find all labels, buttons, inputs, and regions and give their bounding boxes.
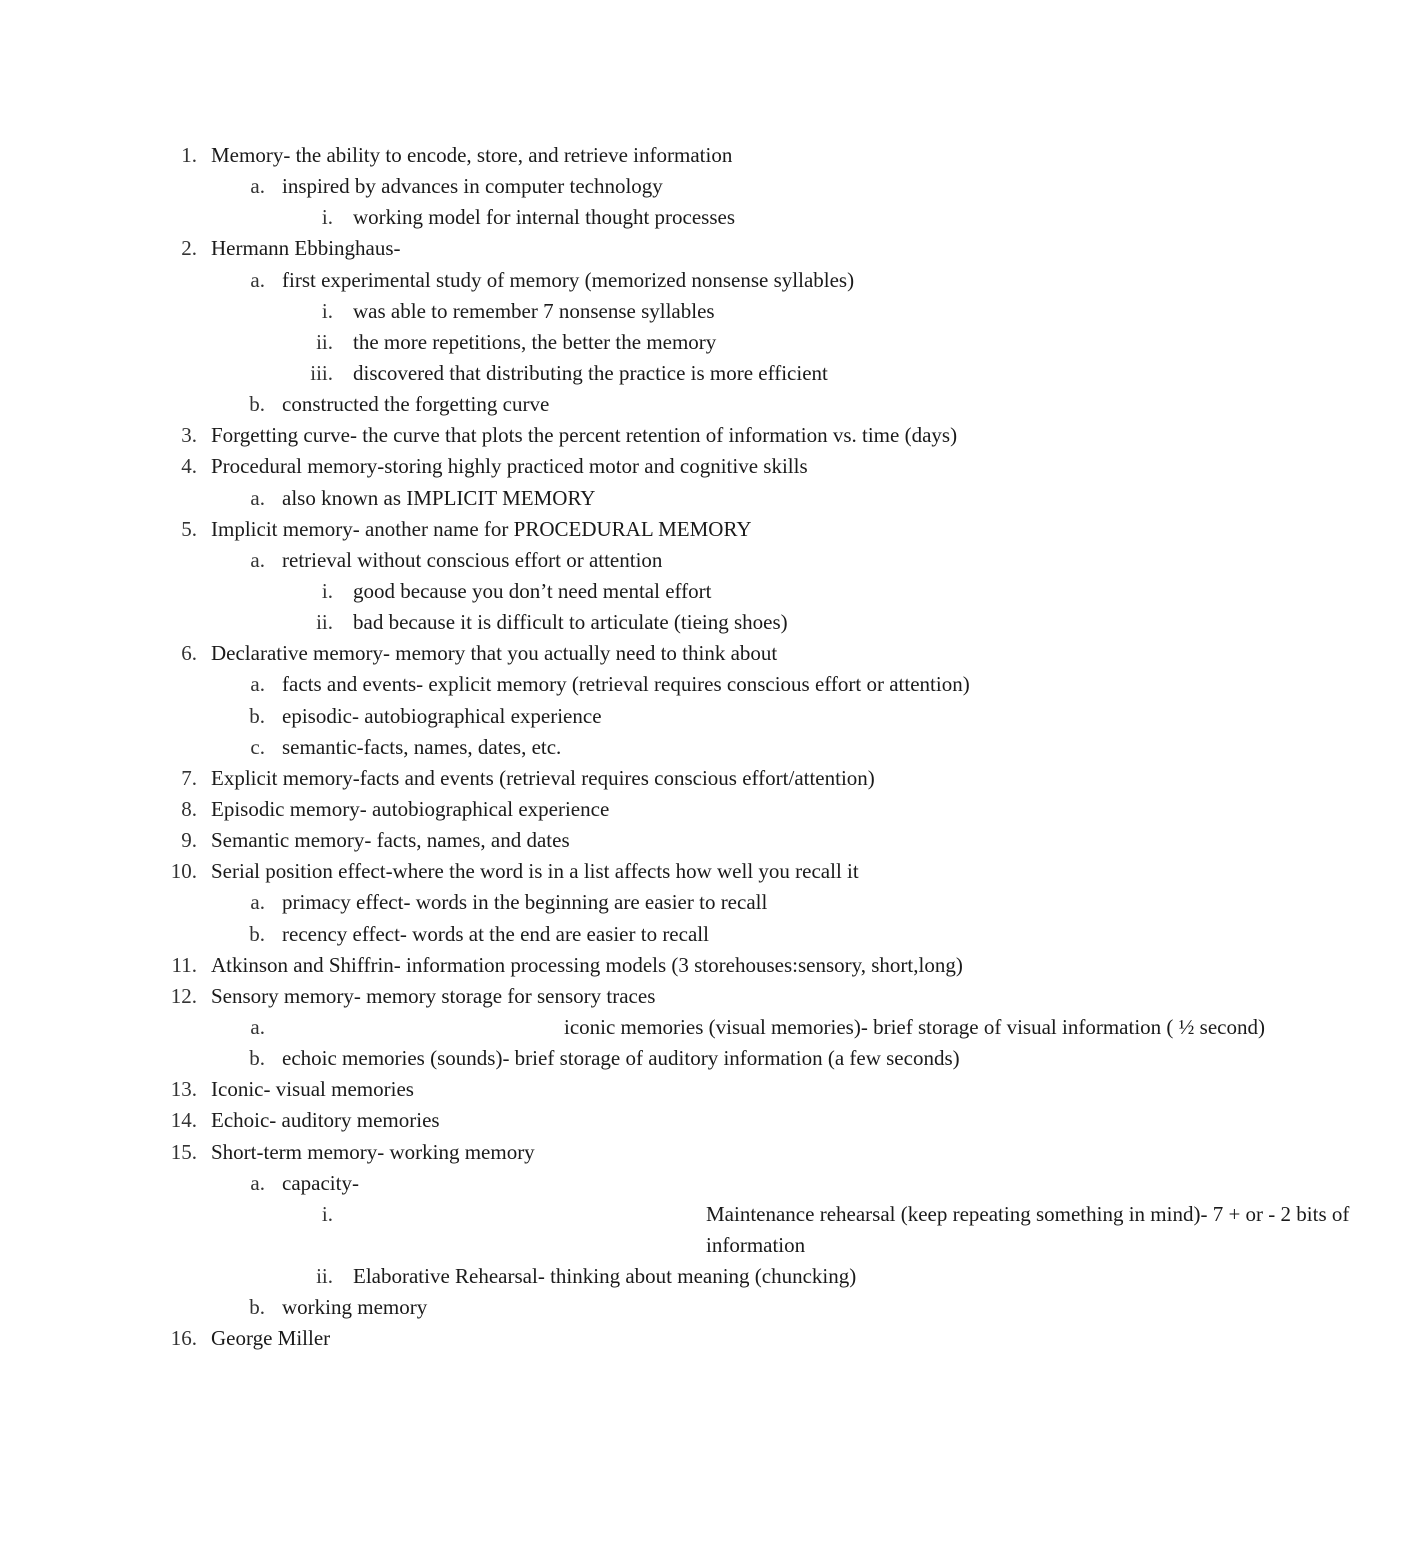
list-marker: ii. xyxy=(316,610,333,635)
outline-item xyxy=(0,763,1200,794)
list-marker: ii. xyxy=(316,1264,333,1289)
outline-item xyxy=(0,825,1200,856)
outline-item xyxy=(0,950,1200,981)
outline-item xyxy=(0,607,1200,638)
list-marker: a. xyxy=(250,1170,265,1195)
list-marker: a. xyxy=(250,890,265,915)
outline-item xyxy=(0,638,1200,669)
outline-item-text: was able to remember 7 nonsense syllables xyxy=(353,298,715,323)
outline-item xyxy=(0,794,1200,825)
outline-item-text: working memory xyxy=(282,1295,428,1320)
outline-item xyxy=(0,420,1200,451)
outline-item xyxy=(0,1105,1200,1136)
list-marker: 2. xyxy=(181,236,197,261)
list-marker: 12. xyxy=(170,983,197,1008)
outline-item-text: Hermann Ebbinghaus- xyxy=(211,236,401,261)
list-marker: c. xyxy=(250,734,265,759)
outline-item-text: good because you don’t need mental effort xyxy=(353,578,712,603)
outline-item xyxy=(0,1043,1200,1074)
outline-item xyxy=(0,1261,1200,1292)
list-marker: 6. xyxy=(181,641,197,666)
outline-item xyxy=(0,233,1200,264)
outline-item xyxy=(0,1323,1200,1354)
outline-item xyxy=(0,1012,1265,1043)
outline-item-text: bad because it is difficult to articulate (tieing shoes) xyxy=(353,610,788,635)
outline-item xyxy=(0,1137,1200,1168)
outline-item xyxy=(0,981,1200,1012)
outline-item xyxy=(0,732,1200,763)
outline-item-text: Memory- the ability to encode, store, and retrieve information xyxy=(211,143,733,167)
list-marker: 9. xyxy=(181,828,197,853)
outline-item xyxy=(0,919,1200,950)
outline-item-text: Implicit memory- another name for PROCEDURAL MEMORY xyxy=(211,516,752,541)
outline-item-text: retrieval without conscious effort or attention xyxy=(282,547,663,572)
outline-item-text: Sensory memory- memory storage for sensory traces xyxy=(211,983,656,1008)
outline-item-text: discovered that distributing the practice is more efficient xyxy=(353,360,828,385)
outline-item xyxy=(0,1074,1200,1105)
outline-item-text: George Miller xyxy=(211,1326,331,1351)
outline-item xyxy=(0,171,1200,202)
outline-item-text: constructed the forgetting curve xyxy=(282,392,550,417)
list-marker: iii. xyxy=(310,360,333,385)
outline-item-text: Short-term memory- working memory xyxy=(211,1139,535,1164)
outline-item-text: Elaborative Rehearsal- thinking about meaning (chuncking) xyxy=(353,1264,857,1289)
outline-item xyxy=(0,483,1200,514)
outline-item-text: Forgetting curve- the curve that plots the percent retention of information vs. time (days) xyxy=(211,423,958,448)
outline-item-text: Episodic memory- autobiographical experience xyxy=(211,796,610,821)
list-marker: 3. xyxy=(181,423,197,448)
list-marker: b. xyxy=(249,392,265,417)
outline-item-text: working model for internal thought processes xyxy=(353,205,735,230)
list-marker: 10. xyxy=(170,859,197,884)
outline-item-text: Iconic- visual memories xyxy=(211,1077,414,1102)
outline-item xyxy=(0,202,1200,233)
list-marker: 13. xyxy=(170,1077,197,1102)
list-marker: ii. xyxy=(316,329,333,354)
outline-item-text: primacy effect- words in the beginning are easier to recall xyxy=(282,890,768,915)
outline-item-text: Procedural memory-storing highly practiced motor and cognitive skills xyxy=(211,454,808,479)
outline-item-text: inspired by advances in computer technology xyxy=(282,174,663,199)
outline-item xyxy=(0,327,1200,358)
outline-item xyxy=(0,856,1200,887)
outline-item-text: also known as IMPLICIT MEMORY xyxy=(282,485,596,510)
outline-item-text: echoic memories (sounds)- brief storage of auditory information (a few seconds) xyxy=(282,1046,960,1071)
list-marker: a. xyxy=(250,672,265,697)
list-marker: b. xyxy=(249,1046,265,1071)
outline-item xyxy=(0,296,1200,327)
list-marker: b. xyxy=(249,1295,265,1320)
list-marker: b. xyxy=(249,921,265,946)
list-marker: 7. xyxy=(181,765,197,790)
list-marker: 11. xyxy=(171,952,197,977)
outline-list xyxy=(0,140,1350,1355)
outline-item-text: semantic-facts, names, dates, etc. xyxy=(282,734,562,759)
outline-item xyxy=(0,701,1200,732)
outline-item xyxy=(0,1168,1200,1199)
outline-item xyxy=(0,451,1200,482)
outline-item xyxy=(0,514,1200,545)
outline-item-text: episodic- autobiographical experience xyxy=(282,703,602,728)
list-marker: 4. xyxy=(181,454,197,479)
outline-item-text: facts and events- explicit memory (retrieval requires conscious effort or attention) xyxy=(282,672,970,697)
outline-item xyxy=(0,887,1200,918)
list-marker: a. xyxy=(250,174,265,199)
list-marker: i. xyxy=(321,298,333,323)
list-marker: b. xyxy=(249,703,265,728)
outline-item-text: Declarative memory- memory that you actually need to think about xyxy=(211,641,778,666)
outline-item-text: the more repetitions, the better the memory xyxy=(353,329,717,354)
outline-item xyxy=(0,576,1200,607)
outline-item xyxy=(0,140,1200,171)
outline-item-text: recency effect- words at the end are easier to recall xyxy=(282,921,709,946)
list-marker: 14. xyxy=(170,1108,197,1133)
list-marker: a. xyxy=(250,485,265,510)
list-marker: 8. xyxy=(181,796,197,821)
outline-item xyxy=(0,1292,1200,1323)
outline-item-text: capacity- xyxy=(282,1170,359,1195)
list-marker: a. xyxy=(250,1014,265,1039)
list-marker: a. xyxy=(250,267,265,292)
outline-item-text: Atkinson and Shiffrin- information processing models (3 storehouses:sensory, short,long) xyxy=(211,952,963,977)
list-marker: 16. xyxy=(170,1326,197,1351)
outline-item xyxy=(0,389,1200,420)
outline-item xyxy=(0,265,1200,296)
list-marker: i. xyxy=(321,1201,333,1226)
outline-item xyxy=(0,669,1200,700)
outline-item-text: Semantic memory- facts, names, and dates xyxy=(211,828,570,853)
list-marker: a. xyxy=(250,547,265,572)
outline-item-text: Serial position effect-where the word is in a list affects how well you recall it xyxy=(211,859,859,884)
list-marker: 1. xyxy=(181,143,197,167)
list-marker: 5. xyxy=(181,516,197,541)
outline-item xyxy=(0,358,1200,389)
outline-item-text: Echoic- auditory memories xyxy=(211,1108,440,1133)
list-marker: i. xyxy=(321,205,333,230)
outline-item xyxy=(0,545,1200,576)
outline-item xyxy=(0,1199,1350,1261)
list-marker: i. xyxy=(321,578,333,603)
outline-item-text: Explicit memory-facts and events (retrieval requires conscious effort/attention) xyxy=(211,765,875,790)
outline-item-text: Maintenance rehearsal (keep repeating something in mind)- 7 + or - 2 bits of information xyxy=(706,1201,1350,1257)
list-marker: 15. xyxy=(170,1139,197,1164)
outline-item-text: iconic memories (visual memories)- brief storage of visual information ( ½ second) xyxy=(564,1014,1265,1039)
outline-item-text: first experimental study of memory (memorized nonsense syllables) xyxy=(282,267,855,292)
